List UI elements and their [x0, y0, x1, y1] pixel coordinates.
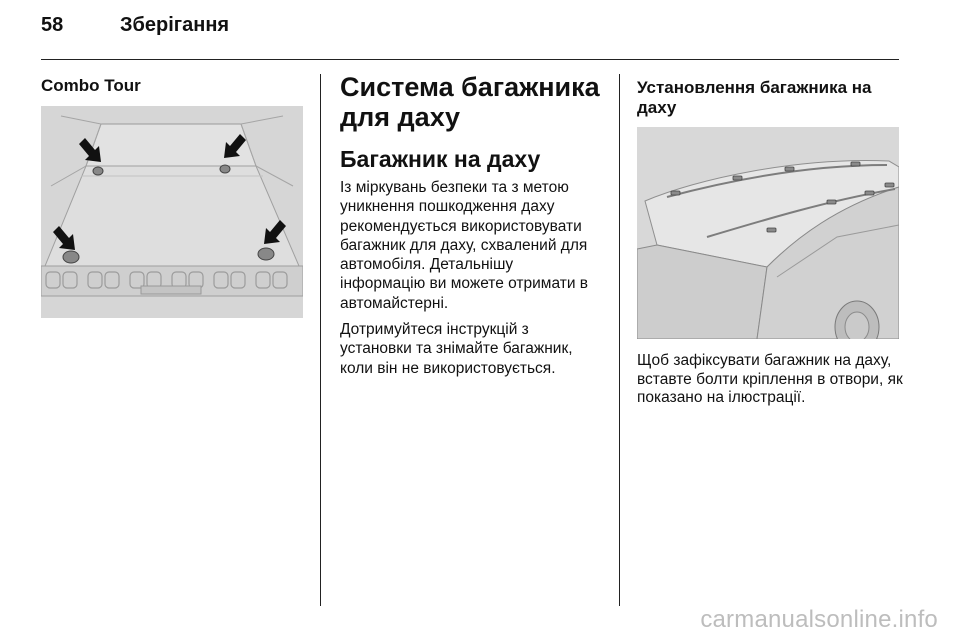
roof-rack-system-title: Система багажника для даху [340, 72, 600, 132]
cargo-area-roof-attachment-points-illustration-icon [41, 106, 303, 318]
roof-rack-installation-heading: Установлення багажника на даху [637, 78, 872, 117]
section-title: Зберігання [120, 14, 230, 36]
column-divider-right [619, 74, 620, 606]
installation-paragraph: Щоб зафіксувати багажник на даху, вставте болти кріплення в отвори, як показано на ілюстрації. [637, 352, 903, 407]
cargo-area-illustration [41, 106, 303, 318]
column-divider-left [320, 74, 321, 606]
roof-rack-subtitle: Багажник на даху [340, 146, 541, 172]
van-roof-illustration [637, 127, 899, 339]
roof-rack-system-section [340, 72, 602, 378]
header-divider [41, 59, 899, 60]
instructions-paragraph: Дотримуйтеся інструкцій з установки та знімайте багажник, коли він не використовується. [340, 321, 573, 377]
watermark: carmanualsonline.info [700, 606, 938, 633]
combo-tour-heading: Combo Tour [41, 76, 141, 95]
page-number: 58 [41, 14, 64, 36]
roof-rack-installation-section [637, 78, 907, 118]
safety-paragraph: Із міркувань безпеки та з метою уникнення пошкодження даху рекомендується використовувати багажник для даху, схвалений для автомобіля. Детальнішу інформацію ви можете отримати в автомайстерні. [340, 179, 589, 312]
van-roof-rails-illustration-icon [637, 127, 899, 339]
